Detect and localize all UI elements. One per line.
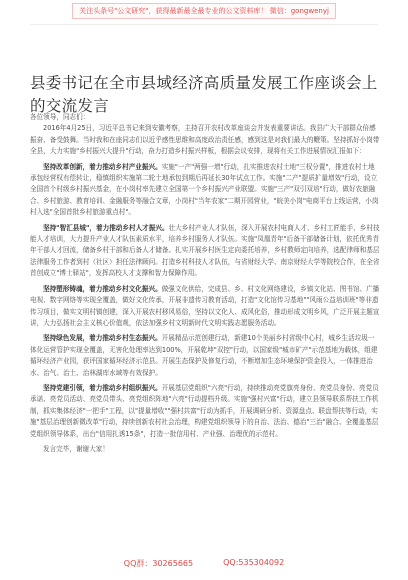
paragraph-lead: 坚持绿色发展，着力推动乡村生态振兴。 [43,334,162,343]
paragraph-industry [30,162,380,219]
closing: 发言完毕，谢谢大家！ [43,444,109,453]
paragraph-lead: 坚持"智汇县城"，着力推动乡村人才振兴。 [43,223,169,232]
top-banner [0,0,408,22]
paragraph-lead: 坚持塑形铸魂，着力推动乡村文化振兴。 [43,284,162,293]
paragraph-text: 实施"一产"两强一增"行动，扎实推进农村土地"三权分置"，推进农村土地承包经营权有偿转让，稳慎组织实施第二轮土地承包到期后再延长30年试点工作。实施"二产"提质扩量增效"行动，设立全国首个村级乡村振兴基金，在小岗村率先建立全国第一个乡村振兴产业联盟。实施"三产"双引双培"行动，做好农旅融合、乡村旅游、教育培训、金融服务等融合文章，小岗村"当年农家"二期开园营业，"皖美小岗"电商平台上线运营，小岗村入选"全国首批乡村旅游重点村"。 [30,162,379,217]
document-body [30,112,380,455]
salutation: 各位领导，同志们： [30,113,90,121]
paragraph-ecology [30,333,380,379]
paragraph-talent [30,223,380,280]
qq-personal: QQ:535304092 [223,558,285,567]
footer-contacts [0,558,408,572]
paragraph-text: 开展基层党组织"六亮"行动，持续推动亮党旗亮身份、亮党员身份、亮党员承诺、亮党员活动、亮党员带头、亮党组织阵地"六亮"行动提档升级。实施"强村兴富"行动，建立县领导联系帮扶工作机制，抓实集体经济"一把手"工程，以"提量增收""强村共富"行动为抓手，开展调研分析、资源盘点、联盘帮扶等行动，实施"基层治理创新微改革"行动，持续创新农村社会治理，构建党组织领导下的自治、法治、德治"三治"融合、全覆盖基层党组织领导体系，出台"信用扎诱15条"，打造一批信用村、产业强、治理优的示范村。 [30,383,379,438]
divider [30,24,378,25]
banner-text: 关注头条号"公文研究"，获得最新最全最专业的公文资料库！ 微信：gongwenyj [72,3,336,19]
paragraph-text: 壮大乡村产业人才队伍，深入开展农村电商人才、乡村工匠能手、乡村技能人才培训，大力提升产业人才队伍素质水平，培养乡村服务人才队伍。实施"凤凰青年"后备干部储备计划，依托优秀青年干部人才回流，储备乡村干部和后备人才储备。扎实开展乡村医生定向委托培养，乡村教师定向培养，选配律师和基层法律服务工作者到村（社区）担任法律顾问。打造乡村科技人才队伍，与省财经大学、南京财经大学等院校合作，在全省首创成立"博士驿站"，发挥高校人才支撑和智力保障作用。 [30,223,380,278]
paragraph-text: 开展精品示范创建行动，新建10个美丽乡村省级中心村，城乡生活垃圾一体化运营管护实现全覆盖，无害化处理率达到100%，开展乾坤"双控"行动，以国家级"城市矿产"示范基地为载体，组建循环经济产业园，获评国家循环经济示范县。开展生态保护及修复行动，不断增加生态环境保护资金投入，一体推进治水、治气、治土、治林湖库水域等有效保护。 [30,334,378,377]
paragraph-lead: 坚持改革创新，着力推动乡村产业振兴。 [43,162,162,171]
qq-group: QQ群：30265665 [123,559,194,568]
paragraph-text: 做强文化供给，完成县、乡、村文化网络建设，乡镇文化站、图书馆、广播电视、数字网络等实现全覆盖，做好文化传承，开展非遗传习教育活动，打造"文化馆传习基地""风雨公益培训班"等非遗传习项目，做实文明村镇创建，深入开展农村移风易俗，坚持以文化人、成风化俗，推动形成文明乡风，广泛开展主题宣讲，大力弘扬社会主义核心价值观，依法加强乡村文明新时代文明实践志愿服务活动。 [30,284,380,327]
paragraph-intro: 2016年4月25日，习近平总书记来到安徽考察，主持召开农村改革座谈会并发表重要讲话。我县广大干部群众倍感振奋、备受鼓舞。当时我和在座同志们以近乎感性思维和高度政治责任感，感到这是对我们最大的鞭策。坚持抓好小岗带全县，大力实施"乡村振兴大提升"行动，奋力打造乡村振兴样板，根据会议安排，现将有关工作进展情况汇报如下： [30,124,380,156]
paragraph-lead: 坚持党建引领，着力推动乡村组织振兴。 [43,383,162,392]
paragraph-culture [30,284,380,330]
document-title: 县委书记在全市县域经济高质量发展工作座谈会上的交流发言 [30,74,378,116]
paragraph-organization [30,383,380,440]
